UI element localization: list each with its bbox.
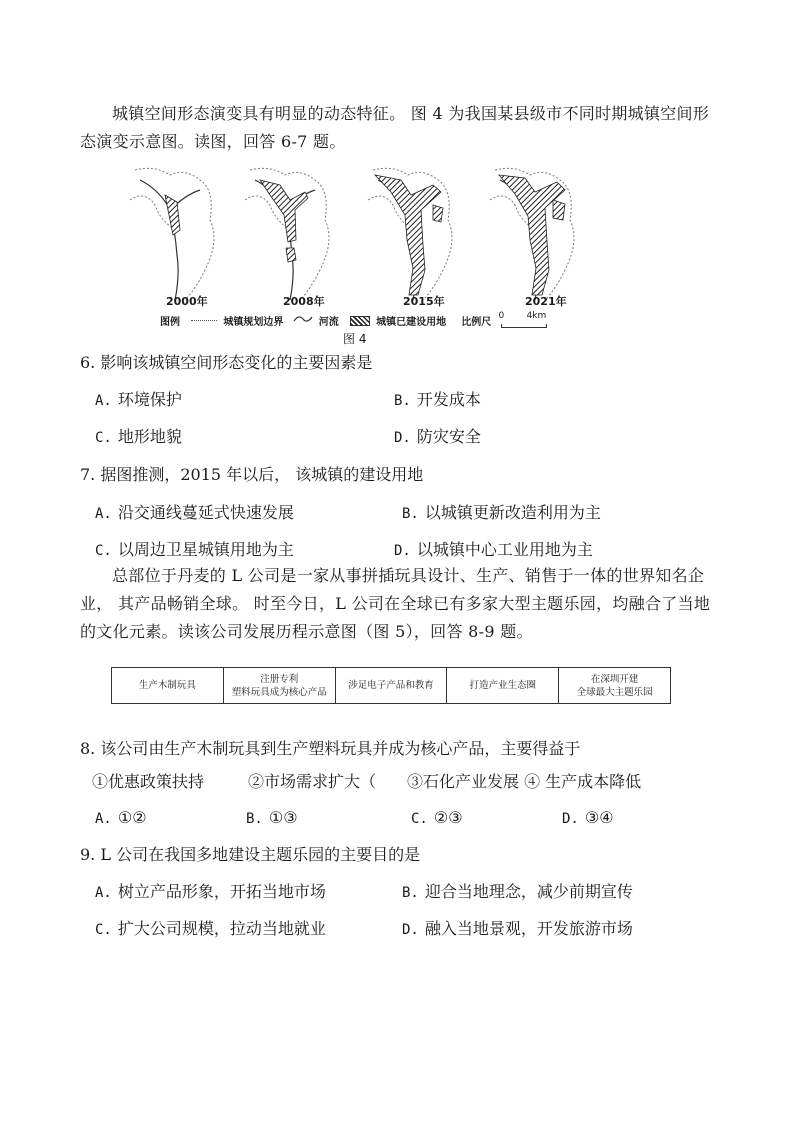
year-label-2021: 2021年 [525, 295, 567, 308]
legend-scale-label: 比例尺 [461, 317, 492, 328]
q8-option-c[interactable] [411, 807, 463, 830]
river-icon [293, 314, 313, 327]
q8-option-d-text: ③④ [584, 808, 614, 827]
q8-stem: 8. 该公司由生产木制玩具到生产塑料玩具并成为核心产品，主要得益于 [80, 739, 581, 758]
q6-option-a-letter: A. [95, 393, 112, 409]
figure-4-caption: 图 4 [343, 332, 367, 346]
scale-zero: 0 [498, 310, 505, 321]
q6-option-c-text: 地形地貌 [117, 427, 182, 446]
map-legend [160, 310, 547, 329]
timeline-stage-3-line1: 涉足电子产品和教育 [348, 680, 434, 691]
q7-option-c-text: 以周边卫星城镇用地为主 [117, 540, 294, 559]
q9-option-b[interactable] [402, 881, 633, 904]
q6-option-b[interactable] [394, 389, 481, 412]
q6-option-a[interactable] [95, 389, 182, 412]
q6-option-d[interactable] [394, 426, 481, 449]
timeline-stage-2-line1: 注册专利 [260, 673, 299, 685]
year-label-2008: 2008年 [283, 295, 325, 308]
q8-option-b-text: ①③ [268, 808, 298, 827]
legend-built-label: 城镇已建设用地 [376, 317, 447, 328]
scale-line [501, 324, 547, 328]
year-label-2000: 2000年 [166, 295, 208, 308]
legend-title: 图例 [160, 317, 180, 328]
timeline-stage-3 [336, 668, 448, 703]
map-panel-2000 [130, 168, 214, 300]
q8-option-c-text: ②③ [433, 808, 463, 827]
timeline-stage-4 [447, 668, 559, 703]
q7-option-b[interactable] [402, 502, 601, 525]
q7-option-d-text: 以城镇中心工业用地为主 [416, 540, 593, 559]
timeline-stage-2 [224, 668, 336, 703]
q8-option-d[interactable] [562, 807, 614, 830]
q6-stem: 6. 影响该城镇空间形态变化的主要因素是 [80, 353, 373, 372]
company-timeline-figure [111, 667, 671, 704]
q7-option-d-letter: D. [394, 543, 411, 559]
figure-4-maps [125, 160, 595, 310]
q8-option-b[interactable] [246, 807, 298, 830]
timeline-stage-5-line1: 在深圳开建 [590, 673, 639, 685]
q9-option-d-letter: D. [402, 922, 419, 938]
q7-option-c[interactable] [95, 539, 294, 562]
map-panel-2021 [490, 168, 574, 300]
q8-item-1: ①优惠政策扶持 [92, 772, 205, 791]
timeline-stage-4-line1: 打造产业生态圈 [469, 680, 537, 691]
q9-option-a-letter: A. [95, 885, 112, 901]
q7-option-c-letter: C. [95, 543, 112, 559]
q7-option-a[interactable] [95, 502, 294, 525]
q7-option-d[interactable] [394, 539, 593, 562]
map-panel-2008 [245, 168, 329, 300]
legend-river-label: 河流 [318, 317, 339, 328]
timeline-stage-1 [112, 668, 224, 703]
legend-boundary-label: 城镇规划边界 [223, 317, 284, 328]
q6-option-d-text: 防灾安全 [416, 427, 481, 446]
q6-option-c[interactable] [95, 426, 182, 449]
q9-option-b-text: 迎合当地理念，减少前期宣传 [424, 882, 633, 901]
map-panel-2015 [368, 168, 452, 300]
q8-item-3-4: ③石化产业发展 ④ 生产成本降低 [407, 772, 642, 791]
q9-option-a[interactable] [95, 881, 326, 904]
q7-stem: 7. 据图推测，2015 年以后， 该城镇的建设用地 [80, 465, 424, 484]
q8-option-a[interactable] [95, 807, 147, 830]
timeline-stage-2-line2: 塑料玩具成为核心产品 [231, 686, 327, 698]
q8-option-a-letter: A. [95, 811, 112, 827]
timeline-stage-5 [559, 668, 670, 703]
q9-option-c[interactable] [95, 918, 326, 941]
q8-item-2: ②市场需求扩大（ [248, 772, 377, 791]
timeline-stage-1-line1: 生产木制玩具 [138, 680, 196, 691]
timeline-stage-5-line2: 全球最大主题乐园 [576, 686, 653, 698]
q9-option-a-text: 树立产品形象，开拓当地市场 [117, 882, 326, 901]
intro-paragraph-1: 城镇空间形态演变具有明显的动态特征。 图 4 为我国某县级市不同时期城镇空间形态演变示意图。读图，回答 6-7 题。 [80, 104, 710, 151]
q6-option-d-letter: D. [394, 430, 411, 446]
built-land-icon [350, 316, 370, 326]
q8-option-d-letter: D. [562, 811, 579, 827]
q8-option-a-text: ①② [117, 808, 147, 827]
q7-option-a-text: 沿交通线蔓延式快速发展 [117, 503, 294, 522]
scale-km: 4km [526, 310, 547, 321]
q7-option-b-text: 以城镇更新改造利用为主 [424, 503, 601, 522]
q9-stem: 9. L 公司在我国多地建设主题乐园的主要目的是 [80, 845, 421, 864]
q9-option-d-text: 融入当地景观，开发旅游市场 [424, 919, 633, 938]
q9-option-c-text: 扩大公司规模，拉动当地就业 [117, 919, 326, 938]
q8-option-b-letter: B. [246, 811, 263, 827]
q6-option-a-text: 环境保护 [117, 390, 182, 409]
q6-option-c-letter: C. [95, 430, 112, 446]
q9-option-c-letter: C. [95, 922, 112, 938]
q8-option-c-letter: C. [411, 811, 428, 827]
q7-option-b-letter: B. [402, 506, 419, 522]
year-label-2015: 2015年 [403, 295, 445, 308]
q9-option-d[interactable] [402, 918, 633, 941]
q9-option-b-letter: B. [402, 885, 419, 901]
scale-bar [498, 310, 547, 328]
q6-option-b-text: 开发成本 [416, 390, 481, 409]
q7-option-a-letter: A. [95, 506, 112, 522]
boundary-line-icon [191, 320, 217, 321]
q6-option-b-letter: B. [394, 393, 411, 409]
intro-paragraph-2: 总部位于丹麦的 L 公司是一家从事拼插玩具设计、生产、销售于一体的世界知名企业， 其产品畅销全球。 时至今日，L 公司在全球已有多家大型主题乐园，均融合了当地的文化元素。读该公司发展历程示意图（图 5），回答 8-9 题。 [80, 566, 711, 641]
town-evolution-map [125, 160, 595, 310]
